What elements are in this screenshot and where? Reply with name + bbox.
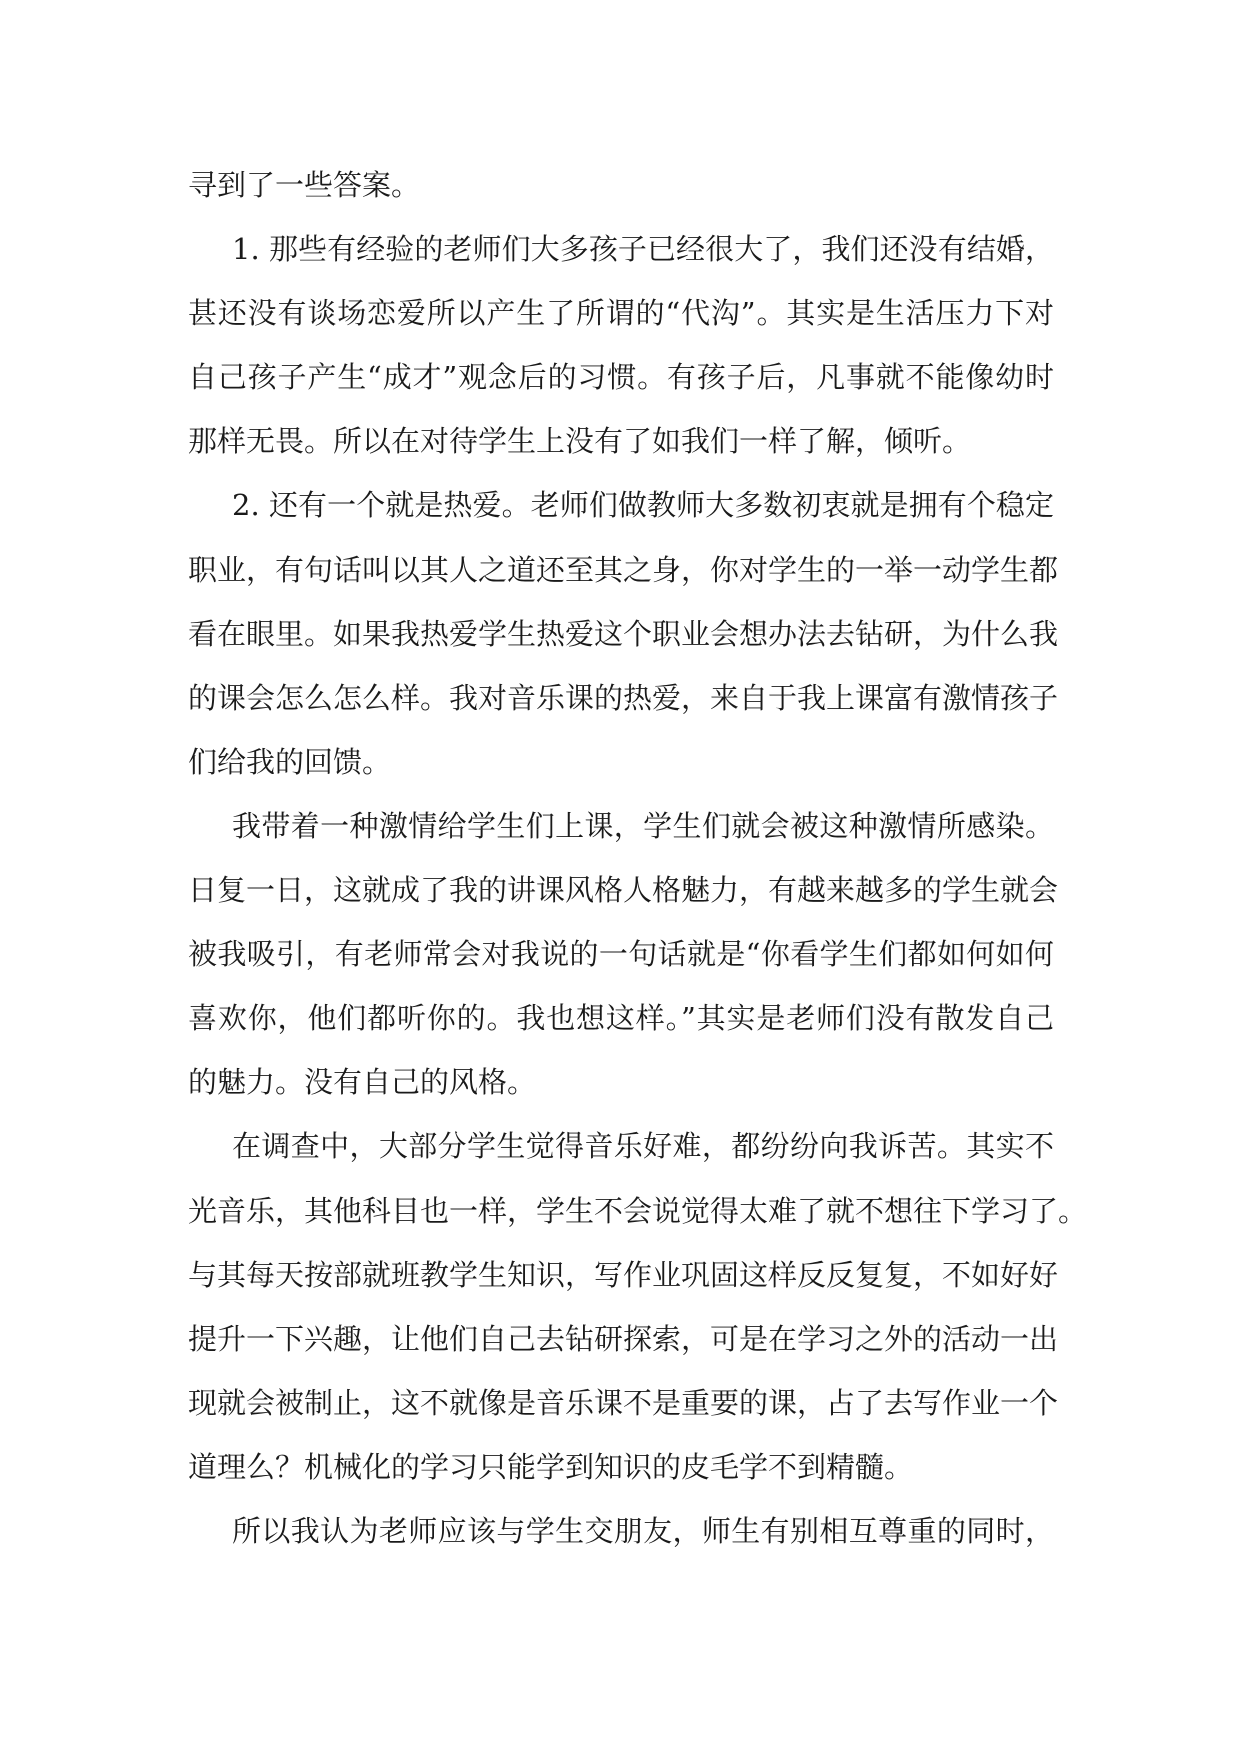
text-line: 所以我认为老师应该与学生交朋友，师生有别相互尊重的同时， xyxy=(232,1513,1054,1548)
text-line: 提升一下兴趣，让他们自己去钻研探索，可是在学习之外的活动一出 xyxy=(188,1321,1059,1356)
text-line: 甚还没有谈场恋爱所以产生了所谓的“代沟”。其实是生活压力下对 xyxy=(188,296,1054,331)
text-line: 们给我的回馈。 xyxy=(188,744,392,779)
text-line: 的课会怎么怎么样。我对音乐课的热爱，来自于我上课富有激情孩子 xyxy=(188,680,1059,715)
text-line: 寻到了一些答案。 xyxy=(188,168,421,202)
text-line: 2. 还有一个就是热爱。老师们做教师大多数初衷就是拥有个稳定 xyxy=(232,488,1054,523)
text-line: 那样无畏。所以在对待学生上没有了如我们一样了解，倾听。 xyxy=(188,424,972,459)
text-line: 与其每天按部就班教学生知识，写作业巩固这样反反复复，不如好好 xyxy=(188,1257,1059,1292)
text-line: 我带着一种激情给学生们上课，学生们就会被这种激情所感染。 xyxy=(232,808,1054,843)
text-line: 自己孩子产生“成才”观念后的习惯。有孩子后，凡事就不能像幼时 xyxy=(188,360,1054,395)
text-line: 职业，有句话叫以其人之道还至其之身，你对学生的一举一动学生都 xyxy=(188,552,1059,587)
text-line: 道理么？机械化的学习只能学到知识的皮毛学不到精髓。 xyxy=(188,1449,914,1484)
text-line: 光音乐，其他科目也一样，学生不会说觉得太难了就不想往下学习了。 xyxy=(188,1193,1088,1228)
text-line: 1. 那些有经验的老师们大多孩子已经很大了，我们还没有结婚， xyxy=(232,232,1054,267)
body-text xyxy=(188,153,1088,1563)
text-line: 喜欢你，他们都听你的。我也想这样。”其实是老师们没有散发自己 xyxy=(188,1001,1054,1036)
text-line: 被我吸引，有老师常会对我说的一句话就是“你看学生们都如何如何 xyxy=(188,937,1054,972)
text-line: 在调查中，大部分学生觉得音乐好难，都纷纷向我诉苦。其实不 xyxy=(232,1129,1054,1164)
text-line: 的魅力。没有自己的风格。 xyxy=(188,1065,537,1100)
text-line: 看在眼里。如果我热爱学生热爱这个职业会想办法去钻研，为什么我 xyxy=(188,616,1059,651)
text-line: 现就会被制止，这不就像是音乐课不是重要的课，占了去写作业一个 xyxy=(188,1385,1059,1420)
text-line: 日复一日，这就成了我的讲课风格人格魅力，有越来越多的学生就会 xyxy=(188,873,1059,908)
